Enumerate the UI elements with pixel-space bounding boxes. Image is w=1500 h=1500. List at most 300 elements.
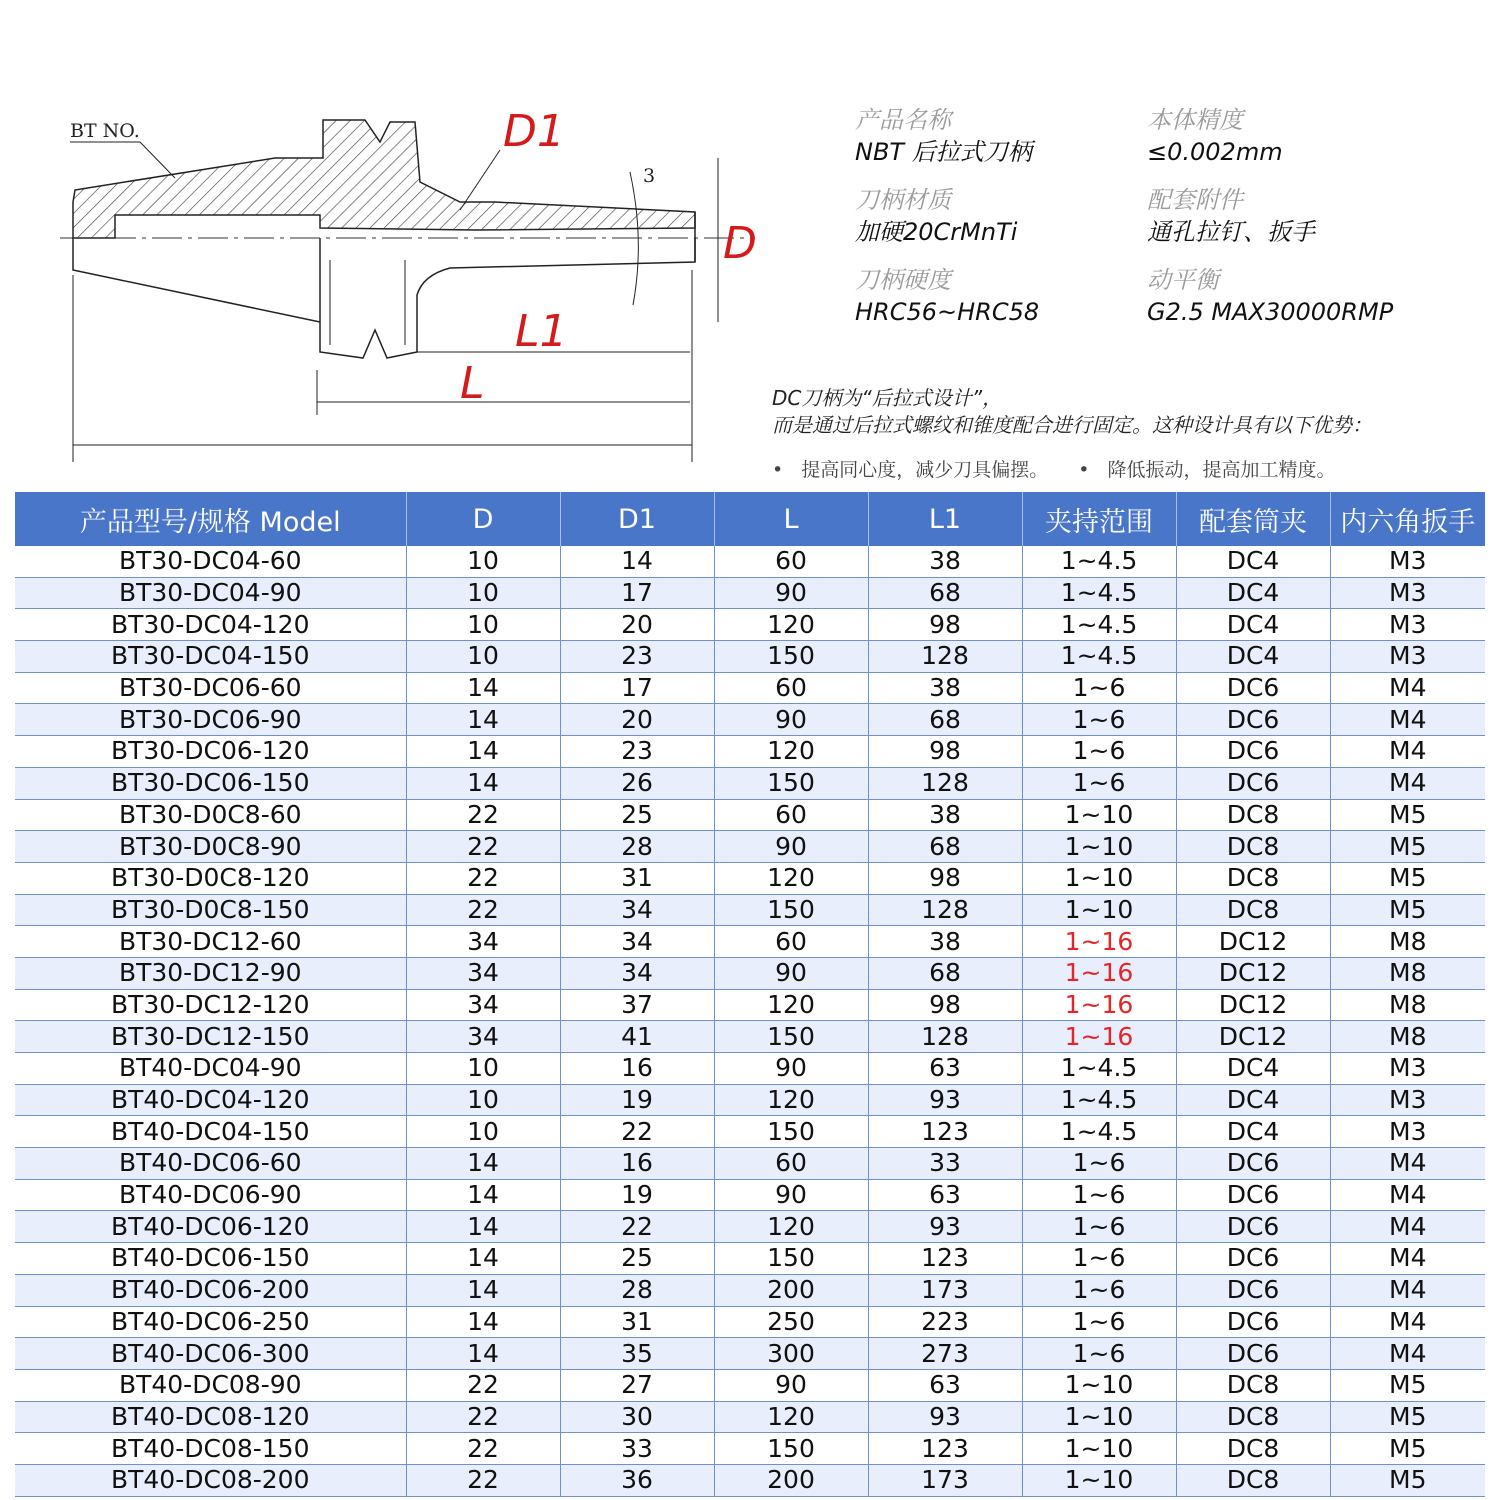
- cell-d1: 16: [560, 1053, 714, 1085]
- table-row: [15, 957, 1485, 989]
- cell-hex-wrench: M5: [1330, 1433, 1485, 1465]
- spec-value: ≤0.002mm: [1147, 138, 1283, 166]
- cell-d: 34: [406, 989, 560, 1021]
- table-row: [15, 736, 1485, 768]
- cell-model: BT40-DC08-90: [15, 1369, 406, 1401]
- l1-label: L1: [515, 306, 568, 357]
- cell-l: 120: [714, 736, 868, 768]
- cell-hex-wrench: M5: [1330, 1369, 1485, 1401]
- bt-no-label: BT NO.: [70, 120, 140, 142]
- cone-outline: [73, 238, 320, 322]
- cell-hex-wrench: M3: [1330, 577, 1485, 609]
- column-header-collet: 配套筒夹: [1176, 492, 1330, 546]
- cell-l: 200: [714, 1464, 868, 1496]
- cell-hex-wrench: M4: [1330, 672, 1485, 704]
- spec-value: NBT 后拉式刀柄: [855, 138, 1032, 166]
- cell-model: BT30-D0C8-150: [15, 894, 406, 926]
- cell-d1: 19: [560, 1179, 714, 1211]
- table-row: [15, 1211, 1485, 1243]
- cell-d1: 33: [560, 1433, 714, 1465]
- cell-hex-wrench: M3: [1330, 546, 1485, 577]
- cell-collet: DC4: [1176, 1084, 1330, 1116]
- cell-clamp-range: 1~6: [1022, 1274, 1176, 1306]
- cell-l1: 93: [868, 1211, 1022, 1243]
- cell-collet: DC6: [1176, 1338, 1330, 1370]
- cell-l1: 63: [868, 1179, 1022, 1211]
- cell-model: BT30-DC06-90: [15, 704, 406, 736]
- cell-d: 14: [406, 1338, 560, 1370]
- cell-l1: 123: [868, 1433, 1022, 1465]
- cell-d: 22: [406, 1433, 560, 1465]
- cell-d1: 20: [560, 609, 714, 641]
- cell-d1: 28: [560, 831, 714, 863]
- spec-table: [15, 492, 1485, 1497]
- cell-clamp-range: 1~6: [1022, 1306, 1176, 1338]
- cell-collet: DC4: [1176, 1053, 1330, 1085]
- cell-d1: 23: [560, 641, 714, 673]
- table-row: [15, 577, 1485, 609]
- cell-collet: DC4: [1176, 641, 1330, 673]
- cell-l: 120: [714, 1211, 868, 1243]
- table-row: [15, 799, 1485, 831]
- cell-d: 14: [406, 1243, 560, 1275]
- cell-d1: 14: [560, 546, 714, 577]
- cell-d: 22: [406, 1369, 560, 1401]
- cell-clamp-range: 1~10: [1022, 1369, 1176, 1401]
- cell-collet: DC6: [1176, 1148, 1330, 1180]
- cell-clamp-range: 1~10: [1022, 1464, 1176, 1496]
- spec-item: [855, 185, 1147, 249]
- cell-hex-wrench: M4: [1330, 704, 1485, 736]
- cell-clamp-range: 1~4.5: [1022, 609, 1176, 641]
- cell-l1: 128: [868, 894, 1022, 926]
- table-row: [15, 609, 1485, 641]
- cell-model: BT40-DC08-120: [15, 1401, 406, 1433]
- table-row: [15, 1116, 1485, 1148]
- cell-l1: 68: [868, 577, 1022, 609]
- cell-hex-wrench: M4: [1330, 1179, 1485, 1211]
- cell-model: BT40-DC06-90: [15, 1179, 406, 1211]
- cell-clamp-range: 1~4.5: [1022, 1084, 1176, 1116]
- cell-l1: 68: [868, 704, 1022, 736]
- spec-item: [855, 265, 1147, 329]
- cell-d1: 34: [560, 926, 714, 958]
- cell-l: 60: [714, 546, 868, 577]
- cell-d: 22: [406, 831, 560, 863]
- cell-l: 250: [714, 1306, 868, 1338]
- cell-d1: 16: [560, 1148, 714, 1180]
- table-row: [15, 1148, 1485, 1180]
- cell-model: BT30-DC04-90: [15, 577, 406, 609]
- cell-clamp-range: 1~6: [1022, 704, 1176, 736]
- column-header-hex-wrench: 内六角扳手: [1330, 492, 1485, 546]
- advantage-list: [772, 457, 1492, 483]
- cell-collet: DC8: [1176, 1433, 1330, 1465]
- cell-collet: DC8: [1176, 862, 1330, 894]
- cell-hex-wrench: M3: [1330, 641, 1485, 673]
- table-row: [15, 1306, 1485, 1338]
- cell-d1: 30: [560, 1401, 714, 1433]
- table-row: [15, 546, 1485, 577]
- table-row: [15, 1369, 1485, 1401]
- spec-item: [1147, 185, 1467, 249]
- cell-l1: 33: [868, 1148, 1022, 1180]
- cell-model: BT40-DC06-60: [15, 1148, 406, 1180]
- cell-d1: 28: [560, 1274, 714, 1306]
- cell-d: 22: [406, 894, 560, 926]
- cell-l1: 93: [868, 1401, 1022, 1433]
- cell-hex-wrench: M4: [1330, 1338, 1485, 1370]
- table-row: [15, 894, 1485, 926]
- cell-hex-wrench: M5: [1330, 862, 1485, 894]
- cell-l: 120: [714, 989, 868, 1021]
- spec-value: 加硬20CrMnTi: [855, 218, 1018, 246]
- cell-l1: 38: [868, 546, 1022, 577]
- cell-d1: 26: [560, 767, 714, 799]
- cell-clamp-range: 1~6: [1022, 1148, 1176, 1180]
- table-row: [15, 1084, 1485, 1116]
- flange-outline: [320, 238, 695, 358]
- table-row: [15, 1243, 1485, 1275]
- cell-l1: 173: [868, 1464, 1022, 1496]
- table-header-row: [15, 492, 1485, 546]
- cell-l1: 98: [868, 862, 1022, 894]
- cell-collet: DC4: [1176, 1116, 1330, 1148]
- cell-d: 10: [406, 546, 560, 577]
- cell-l: 90: [714, 577, 868, 609]
- cell-hex-wrench: M4: [1330, 1211, 1485, 1243]
- cell-l: 90: [714, 831, 868, 863]
- cell-hex-wrench: M8: [1330, 1021, 1485, 1053]
- cell-collet: DC8: [1176, 1401, 1330, 1433]
- cell-collet: DC6: [1176, 1243, 1330, 1275]
- cell-d: 14: [406, 1211, 560, 1243]
- cell-collet: DC4: [1176, 609, 1330, 641]
- cell-d1: 36: [560, 1464, 714, 1496]
- cell-collet: DC6: [1176, 672, 1330, 704]
- cell-clamp-range: 1~4.5: [1022, 1053, 1176, 1085]
- cell-d: 14: [406, 704, 560, 736]
- cell-model: BT30-DC06-120: [15, 736, 406, 768]
- table-row: [15, 831, 1485, 863]
- cell-l1: 38: [868, 672, 1022, 704]
- table-row: [15, 1401, 1485, 1433]
- cell-l1: 128: [868, 767, 1022, 799]
- advantage-item: • 提高同心度，减少刀具偏摆。: [772, 457, 1048, 483]
- cell-clamp-range: 1~10: [1022, 894, 1176, 926]
- cell-clamp-range: 1~4.5: [1022, 546, 1176, 577]
- cell-l: 300: [714, 1338, 868, 1370]
- spec-value: 通孔拉钉、扳手: [1147, 218, 1315, 246]
- cell-d: 10: [406, 1084, 560, 1116]
- column-header-d: D: [406, 492, 560, 546]
- cell-d1: 27: [560, 1369, 714, 1401]
- table-row: [15, 1338, 1485, 1370]
- cell-d: 34: [406, 1021, 560, 1053]
- cell-l: 60: [714, 672, 868, 704]
- cell-l1: 123: [868, 1243, 1022, 1275]
- cell-hex-wrench: M3: [1330, 1053, 1485, 1085]
- d1-label: D1: [503, 106, 565, 157]
- cell-d: 34: [406, 957, 560, 989]
- cell-model: BT40-DC06-300: [15, 1338, 406, 1370]
- cell-d1: 34: [560, 894, 714, 926]
- cell-model: BT40-DC06-150: [15, 1243, 406, 1275]
- column-header-l1: L1: [868, 492, 1022, 546]
- cell-clamp-range: 1~4.5: [1022, 641, 1176, 673]
- spec-label: 本体精度: [1147, 106, 1243, 134]
- cell-collet: DC6: [1176, 1179, 1330, 1211]
- cell-clamp-range: 1~6: [1022, 1211, 1176, 1243]
- cell-d: 14: [406, 767, 560, 799]
- cell-collet: DC12: [1176, 926, 1330, 958]
- cell-clamp-range: 1~16: [1022, 957, 1176, 989]
- cell-model: BT30-DC12-120: [15, 989, 406, 1021]
- holder-body-section: [73, 120, 695, 238]
- cell-d1: 34: [560, 957, 714, 989]
- cell-model: BT40-DC06-200: [15, 1274, 406, 1306]
- cell-d1: 31: [560, 862, 714, 894]
- table-row: [15, 1021, 1485, 1053]
- table-row: [15, 926, 1485, 958]
- cell-hex-wrench: M4: [1330, 1243, 1485, 1275]
- cell-l: 150: [714, 1243, 868, 1275]
- spec-label: 配套附件: [1147, 186, 1243, 214]
- cell-l: 200: [714, 1274, 868, 1306]
- cell-l1: 123: [868, 1116, 1022, 1148]
- cell-hex-wrench: M8: [1330, 926, 1485, 958]
- cell-l: 150: [714, 894, 868, 926]
- cell-hex-wrench: M3: [1330, 1116, 1485, 1148]
- cell-collet: DC12: [1176, 957, 1330, 989]
- spec-item: [1147, 265, 1467, 329]
- cell-d1: 20: [560, 704, 714, 736]
- cell-d1: 23: [560, 736, 714, 768]
- cell-clamp-range: 1~10: [1022, 831, 1176, 863]
- cell-l: 90: [714, 1053, 868, 1085]
- cell-d: 10: [406, 641, 560, 673]
- cell-l1: 38: [868, 926, 1022, 958]
- cell-hex-wrench: M4: [1330, 1274, 1485, 1306]
- cell-l1: 98: [868, 609, 1022, 641]
- cell-model: BT40-DC06-120: [15, 1211, 406, 1243]
- cell-hex-wrench: M3: [1330, 609, 1485, 641]
- cell-l1: 128: [868, 641, 1022, 673]
- cell-d1: 17: [560, 672, 714, 704]
- cell-d: 22: [406, 1464, 560, 1496]
- cell-d1: 22: [560, 1211, 714, 1243]
- cell-d1: 41: [560, 1021, 714, 1053]
- cell-collet: DC6: [1176, 767, 1330, 799]
- cell-collet: DC4: [1176, 577, 1330, 609]
- cell-hex-wrench: M4: [1330, 1306, 1485, 1338]
- cell-collet: DC12: [1176, 989, 1330, 1021]
- cell-d1: 31: [560, 1306, 714, 1338]
- table-row: [15, 704, 1485, 736]
- note-line-1: DC刀柄为“后拉式设计”，: [772, 386, 1003, 410]
- cell-l: 60: [714, 799, 868, 831]
- cell-model: BT40-DC08-150: [15, 1433, 406, 1465]
- cell-d1: 37: [560, 989, 714, 1021]
- cell-model: BT30-DC04-120: [15, 609, 406, 641]
- cell-collet: DC8: [1176, 894, 1330, 926]
- l-label: L: [460, 358, 485, 409]
- cell-d1: 17: [560, 577, 714, 609]
- note-line-2: 而是通过后拉式螺纹和锥度配合进行固定。这种设计具有以下优势：: [772, 413, 1372, 437]
- cell-model: BT30-D0C8-120: [15, 862, 406, 894]
- table-row: [15, 1274, 1485, 1306]
- cell-l1: 68: [868, 957, 1022, 989]
- cell-hex-wrench: M3: [1330, 1084, 1485, 1116]
- cell-l: 90: [714, 1369, 868, 1401]
- table-row: [15, 1053, 1485, 1085]
- cell-l: 120: [714, 862, 868, 894]
- cell-l: 120: [714, 609, 868, 641]
- angle-label: 3: [643, 165, 656, 187]
- cell-d1: 22: [560, 1116, 714, 1148]
- cell-clamp-range: 1~16: [1022, 1021, 1176, 1053]
- cell-l: 60: [714, 926, 868, 958]
- cell-clamp-range: 1~6: [1022, 767, 1176, 799]
- spec-value: G2.5 MAX30000RMP: [1147, 298, 1394, 326]
- cell-collet: DC4: [1176, 546, 1330, 577]
- cell-d: 10: [406, 577, 560, 609]
- cell-collet: DC6: [1176, 704, 1330, 736]
- design-notes: [772, 385, 1492, 483]
- cell-collet: DC8: [1176, 1369, 1330, 1401]
- cell-l1: 63: [868, 1053, 1022, 1085]
- table-row: [15, 767, 1485, 799]
- cell-hex-wrench: M8: [1330, 957, 1485, 989]
- cell-clamp-range: 1~10: [1022, 1401, 1176, 1433]
- spec-label: 产品名称: [855, 106, 951, 134]
- cell-l1: 223: [868, 1306, 1022, 1338]
- cell-d: 34: [406, 926, 560, 958]
- cell-clamp-range: 1~6: [1022, 736, 1176, 768]
- cell-l: 150: [714, 641, 868, 673]
- cell-d1: 25: [560, 799, 714, 831]
- cell-model: BT30-DC12-90: [15, 957, 406, 989]
- table-row: [15, 862, 1485, 894]
- cell-hex-wrench: M8: [1330, 989, 1485, 1021]
- cell-clamp-range: 1~6: [1022, 1338, 1176, 1370]
- table-row: [15, 641, 1485, 673]
- cell-model: BT40-DC06-250: [15, 1306, 406, 1338]
- cell-l: 150: [714, 1116, 868, 1148]
- cell-d: 14: [406, 672, 560, 704]
- cell-l: 150: [714, 1021, 868, 1053]
- cell-d: 10: [406, 609, 560, 641]
- spec-item: [1147, 105, 1467, 169]
- bt-leader: [140, 142, 175, 178]
- cell-model: BT30-DC06-60: [15, 672, 406, 704]
- cell-model: BT30-D0C8-60: [15, 799, 406, 831]
- table-row: [15, 672, 1485, 704]
- column-header-l: L: [714, 492, 868, 546]
- cell-collet: DC8: [1176, 1464, 1330, 1496]
- cell-hex-wrench: M5: [1330, 1401, 1485, 1433]
- advantage-item: • 降低振动，提高加工精度。: [1078, 457, 1335, 483]
- cell-model: BT30-DC12-60: [15, 926, 406, 958]
- cell-d: 10: [406, 1116, 560, 1148]
- table-row: [15, 1464, 1485, 1496]
- cell-clamp-range: 1~6: [1022, 1179, 1176, 1211]
- cell-model: BT40-DC04-150: [15, 1116, 406, 1148]
- tool-holder-drawing: [55, 90, 775, 470]
- cell-l: 150: [714, 767, 868, 799]
- spec-label: 动平衡: [1147, 266, 1219, 294]
- cell-collet: DC6: [1176, 1306, 1330, 1338]
- table-row: [15, 1433, 1485, 1465]
- cell-hex-wrench: M4: [1330, 767, 1485, 799]
- cell-d: 10: [406, 1053, 560, 1085]
- spec-value: HRC56~HRC58: [855, 298, 1040, 326]
- cell-l1: 173: [868, 1274, 1022, 1306]
- cell-d: 14: [406, 1274, 560, 1306]
- spec-label: 刀柄硬度: [855, 266, 951, 294]
- cell-clamp-range: 1~16: [1022, 989, 1176, 1021]
- table-body: [15, 546, 1485, 1496]
- cell-model: BT30-DC06-150: [15, 767, 406, 799]
- cell-model: BT30-DC12-150: [15, 1021, 406, 1053]
- cell-clamp-range: 1~10: [1022, 1433, 1176, 1465]
- cell-model: BT30-DC04-60: [15, 546, 406, 577]
- cell-model: BT40-DC04-120: [15, 1084, 406, 1116]
- column-header-model: 产品型号/规格 Model: [15, 492, 406, 546]
- cell-collet: DC12: [1176, 1021, 1330, 1053]
- cell-model: BT40-DC04-90: [15, 1053, 406, 1085]
- cell-collet: DC6: [1176, 1211, 1330, 1243]
- cell-d: 22: [406, 799, 560, 831]
- cell-l: 120: [714, 1084, 868, 1116]
- table-row: [15, 1179, 1485, 1211]
- cell-d: 14: [406, 1179, 560, 1211]
- column-header-clamp-range: 夹持范围: [1022, 492, 1176, 546]
- d-label: D: [723, 218, 757, 269]
- cell-clamp-range: 1~10: [1022, 799, 1176, 831]
- d1-leader: [460, 150, 500, 210]
- cell-l: 90: [714, 1179, 868, 1211]
- cell-d: 22: [406, 1401, 560, 1433]
- cell-d1: 25: [560, 1243, 714, 1275]
- cell-d: 14: [406, 1306, 560, 1338]
- cell-model: BT30-D0C8-90: [15, 831, 406, 863]
- cell-l1: 98: [868, 989, 1022, 1021]
- cell-clamp-range: 1~4.5: [1022, 1116, 1176, 1148]
- cell-l1: 128: [868, 1021, 1022, 1053]
- cell-clamp-range: 1~16: [1022, 926, 1176, 958]
- cell-collet: DC8: [1176, 799, 1330, 831]
- cell-l1: 38: [868, 799, 1022, 831]
- cell-hex-wrench: M4: [1330, 736, 1485, 768]
- column-header-d1: D1: [560, 492, 714, 546]
- cell-collet: DC6: [1176, 1274, 1330, 1306]
- cell-d: 14: [406, 736, 560, 768]
- cell-l: 90: [714, 957, 868, 989]
- cell-l1: 98: [868, 736, 1022, 768]
- cell-l1: 273: [868, 1338, 1022, 1370]
- cell-d: 14: [406, 1148, 560, 1180]
- cell-l: 90: [714, 704, 868, 736]
- cell-hex-wrench: M5: [1330, 1464, 1485, 1496]
- cell-l1: 93: [868, 1084, 1022, 1116]
- cell-d1: 35: [560, 1338, 714, 1370]
- spec-label: 刀柄材质: [855, 186, 951, 214]
- cell-hex-wrench: M4: [1330, 1148, 1485, 1180]
- cell-l: 120: [714, 1401, 868, 1433]
- cell-clamp-range: 1~4.5: [1022, 577, 1176, 609]
- cell-hex-wrench: M5: [1330, 831, 1485, 863]
